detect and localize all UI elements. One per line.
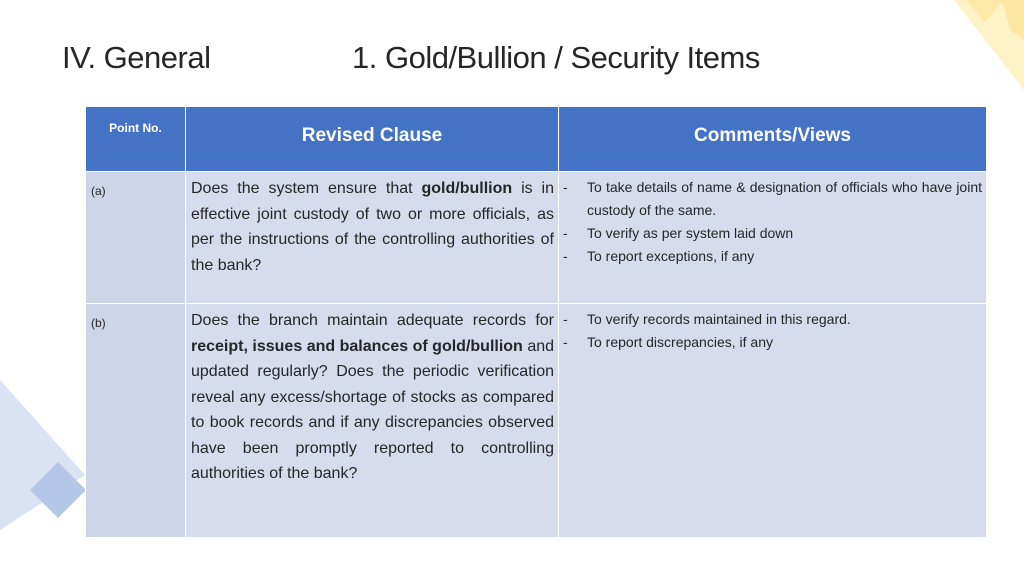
comment-item — [563, 245, 982, 268]
clause-text: Does the branch maintain adequate records for — [191, 312, 554, 329]
point-cell: (a) — [86, 172, 186, 304]
clause-text: is in effective joint custody of two or more officials, as per the instructions of the controlling authorities of the bank? — [191, 180, 554, 274]
comment-text: To take details of name & designation of officials who have joint custody of the same. — [587, 179, 982, 218]
comment-item — [563, 308, 982, 331]
bottom-left-decoration — [0, 380, 95, 530]
table-header-row — [86, 107, 987, 172]
table-row — [86, 172, 987, 304]
dash-bullet: - — [563, 334, 568, 350]
dash-bullet: - — [563, 248, 568, 264]
comment-item — [563, 222, 982, 245]
clause-text: and updated regularly? Does the periodic verification reveal any excess/shortage of stocks as compared to book records and if any discrepancies observed have been promptly reported to controlling authorities of the bank? — [191, 337, 555, 482]
header-point-no: Point No. — [86, 107, 186, 172]
comment-text: To verify records maintained in this regard. — [587, 311, 851, 327]
header-comments-views: Comments/Views — [559, 107, 987, 172]
comment-text: To report exceptions, if any — [587, 248, 755, 264]
topic-title: 1. Gold/Bullion / Security Items — [352, 40, 760, 75]
clause-cell — [186, 304, 559, 538]
top-right-decoration — [914, 0, 1024, 100]
comment-text: To verify as per system laid down — [587, 225, 794, 241]
section-title: IV. General — [62, 40, 211, 75]
clause-bold-text: gold/bullion — [421, 180, 513, 197]
comments-cell — [559, 304, 987, 538]
comment-item — [563, 331, 982, 354]
comments-cell — [559, 172, 987, 304]
checklist-table — [85, 106, 987, 538]
dash-bullet: - — [563, 311, 568, 327]
comment-item — [563, 176, 982, 222]
comment-text: To report discrepancies, if any — [587, 334, 773, 350]
header-revised-clause: Revised Clause — [186, 107, 559, 172]
point-cell: (b) — [86, 304, 186, 538]
clause-text: Does the system ensure that — [191, 180, 422, 197]
table-row — [86, 304, 987, 538]
clause-bold-text: receipt, issues and balances of gold/bullion — [191, 337, 523, 355]
dash-bullet: - — [563, 179, 568, 195]
clause-cell — [186, 172, 559, 304]
dash-bullet: - — [563, 225, 568, 241]
